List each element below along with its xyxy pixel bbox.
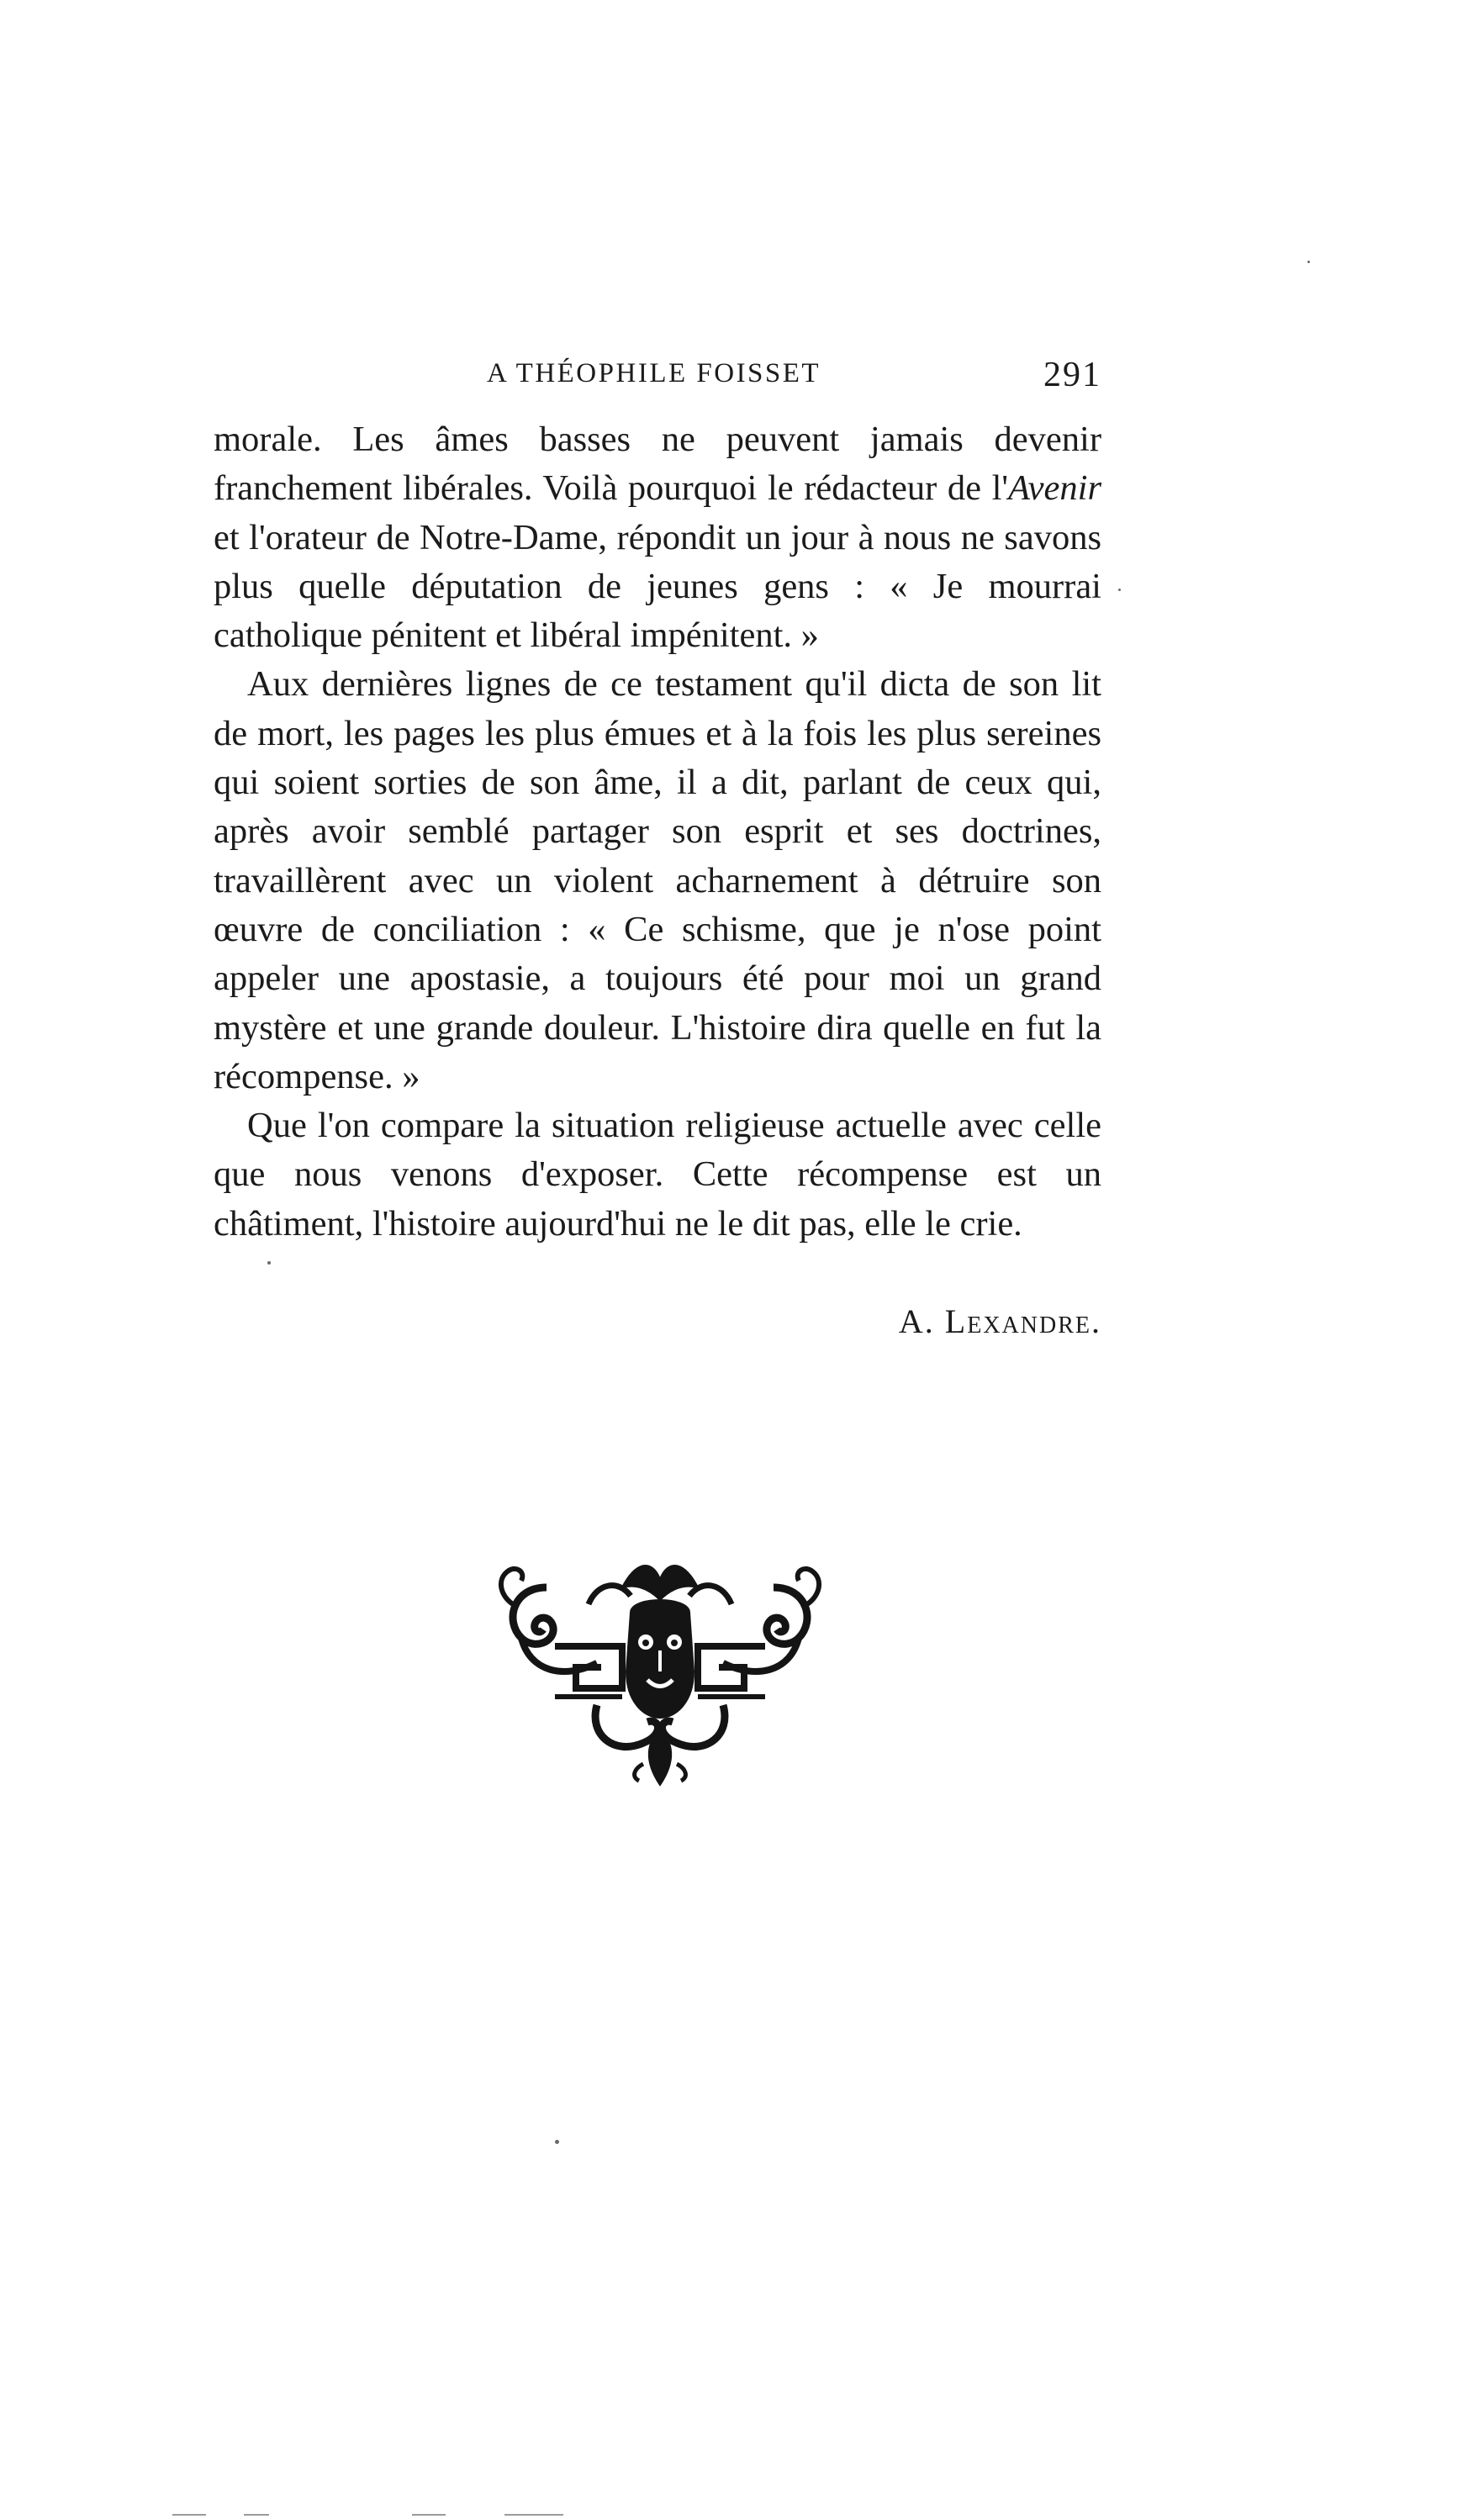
running-head (214, 353, 1101, 404)
paragraph-1-start: morale. Les âmes basses ne peuvent jamais devenir franchement libérales. Voilà pourquoi le rédacteur de l' (214, 420, 1101, 509)
scan-edge-mark (412, 2514, 446, 2516)
body-text (214, 415, 1101, 1249)
author-surname: Lexandre. (944, 1302, 1101, 1340)
scan-speck (1307, 261, 1310, 263)
page-number: 291 (1043, 356, 1101, 394)
scan-speck (267, 1261, 271, 1265)
paragraph-1 (214, 415, 1101, 660)
scan-edge-mark (172, 2514, 206, 2516)
paragraph-2: Aux dernières lignes de ce testament qu'il dicta de son lit de mort, les pages les plus émues et à la fois les plus sereines qui soient sorties de son âme, il a dit, parlant de ceux qui, après avoir semblé partager son esprit et ses doctrines, travaillèrent avec un violent acharnement à détruire son œuvre de conciliation : « Ce schisme, que je n'ose point appeler une apostasie, a toujours été pour moi un grand mystère et une grande douleur. L'histoire dira quelle en fut la récompense. » (214, 664, 1101, 1096)
author-signature (899, 1302, 1101, 1341)
paragraph-3: Que l'on compare la situation religieuse actuelle avec celle que nous venons d'exposer. Cette récompense est un châtiment, l'histoire aujourd'hui ne le dit pas, elle le crie. (214, 1106, 1101, 1244)
scan-edge-mark (504, 2514, 563, 2516)
scan-edge-mark (244, 2514, 269, 2516)
author-initial: A. (898, 1302, 945, 1340)
running-title: A THÉOPHILE FOISSET (487, 358, 821, 388)
baroque-grotesque-mask-tailpiece-icon (496, 1554, 824, 1789)
scan-speck (1118, 589, 1121, 591)
paragraph-1-end: et l'orateur de Notre-Dame, répondit un jour à nous ne savons plus quelle députation de jeunes gens : « Je mourrai catholique pénitent et libéral impénitent. » (214, 517, 1101, 656)
scan-speck (555, 2140, 559, 2144)
newspaper-title: Avenir (1008, 468, 1101, 509)
